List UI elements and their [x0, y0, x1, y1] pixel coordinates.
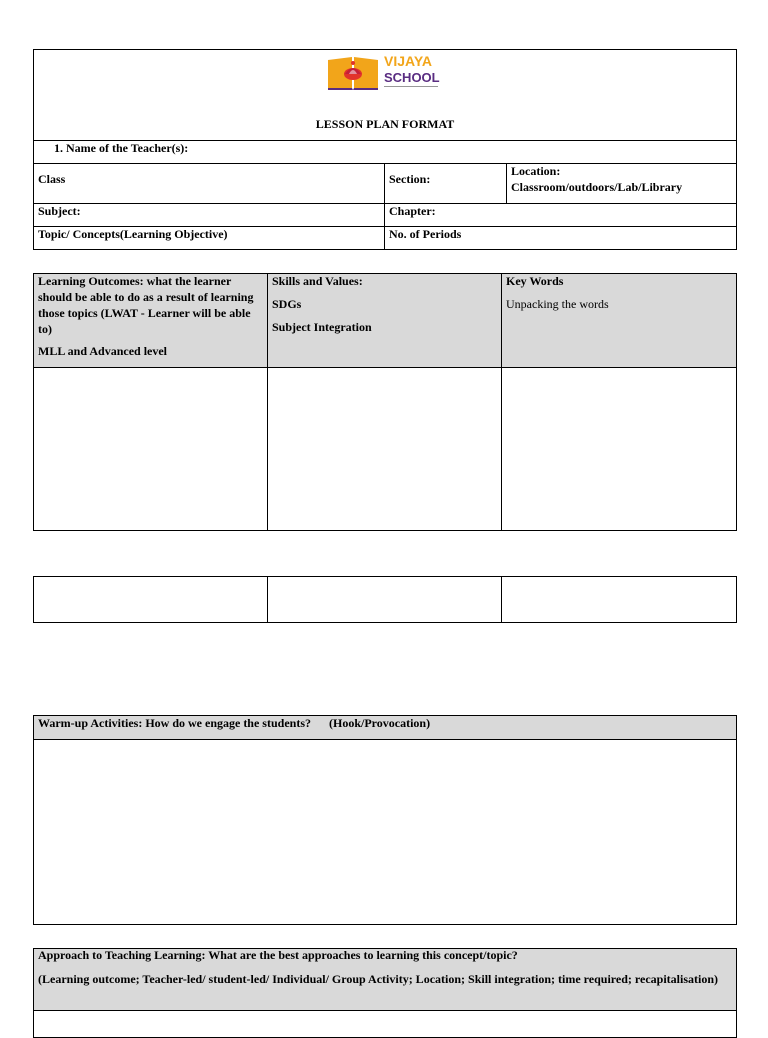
page-title: LESSON PLAN FORMAT	[315, 117, 455, 131]
skills-values-label: Skills and Values:	[272, 274, 363, 288]
teacher-name-label: 1. Name of the Teacher(s):	[54, 141, 189, 155]
logo-text-vijaya: VIJAYA	[384, 53, 433, 69]
logo-text-school: SCHOOL	[384, 70, 440, 85]
warmup-table	[33, 715, 737, 925]
chapter-label: Chapter:	[389, 204, 436, 218]
header-divider-1	[384, 163, 385, 250]
header-rule-3	[33, 203, 737, 204]
periods-label: No. of Periods	[389, 227, 462, 241]
warmup-rule	[33, 739, 737, 740]
logo-tagline-rule	[384, 86, 438, 87]
outcomes-divider-1	[267, 273, 268, 531]
empty-row-table	[33, 576, 737, 623]
section-label: Section:	[389, 172, 431, 186]
empty-row-divider-1	[267, 576, 268, 623]
school-logo	[326, 52, 446, 92]
location-label: Location:	[511, 164, 561, 178]
empty-row-divider-2	[501, 576, 502, 623]
subject-integration-label: Subject Integration	[272, 320, 372, 334]
topic-label: Topic/ Concepts(Learning Objective)	[38, 227, 228, 241]
outcomes-divider-2	[501, 273, 502, 531]
approach-details: (Learning outcome; Teacher-led/ student-led/ Individual/ Group Activity; Location; Skill integration; time required; recapitalisation)	[38, 972, 718, 986]
header-divider-2	[506, 163, 507, 203]
sdgs-label: SDGs	[272, 297, 302, 311]
book-lotus-icon	[326, 52, 380, 92]
class-label: Class	[38, 172, 66, 186]
mll-label: MLL and Advanced level	[38, 344, 168, 358]
location-value: Classroom/outdoors/Lab/Library	[511, 180, 683, 194]
approach-rule	[33, 1010, 737, 1011]
learning-outcomes-label: Learning Outcomes: what the learner should be able to do as a result of learning those topics (LWAT - Learner will be able to)	[38, 274, 254, 336]
approach-label: Approach to Teaching Learning: What are the best approaches to learning this concept/topic?	[38, 948, 518, 962]
unpacking-words-label: Unpacking the words	[506, 297, 609, 311]
warmup-label: Warm-up Activities: How do we engage the students? (Hook/Provocation)	[38, 716, 431, 730]
subject-label: Subject:	[38, 204, 81, 218]
outcomes-rule	[33, 367, 737, 368]
key-words-label: Key Words	[506, 274, 564, 288]
header-rule-2	[33, 163, 737, 164]
